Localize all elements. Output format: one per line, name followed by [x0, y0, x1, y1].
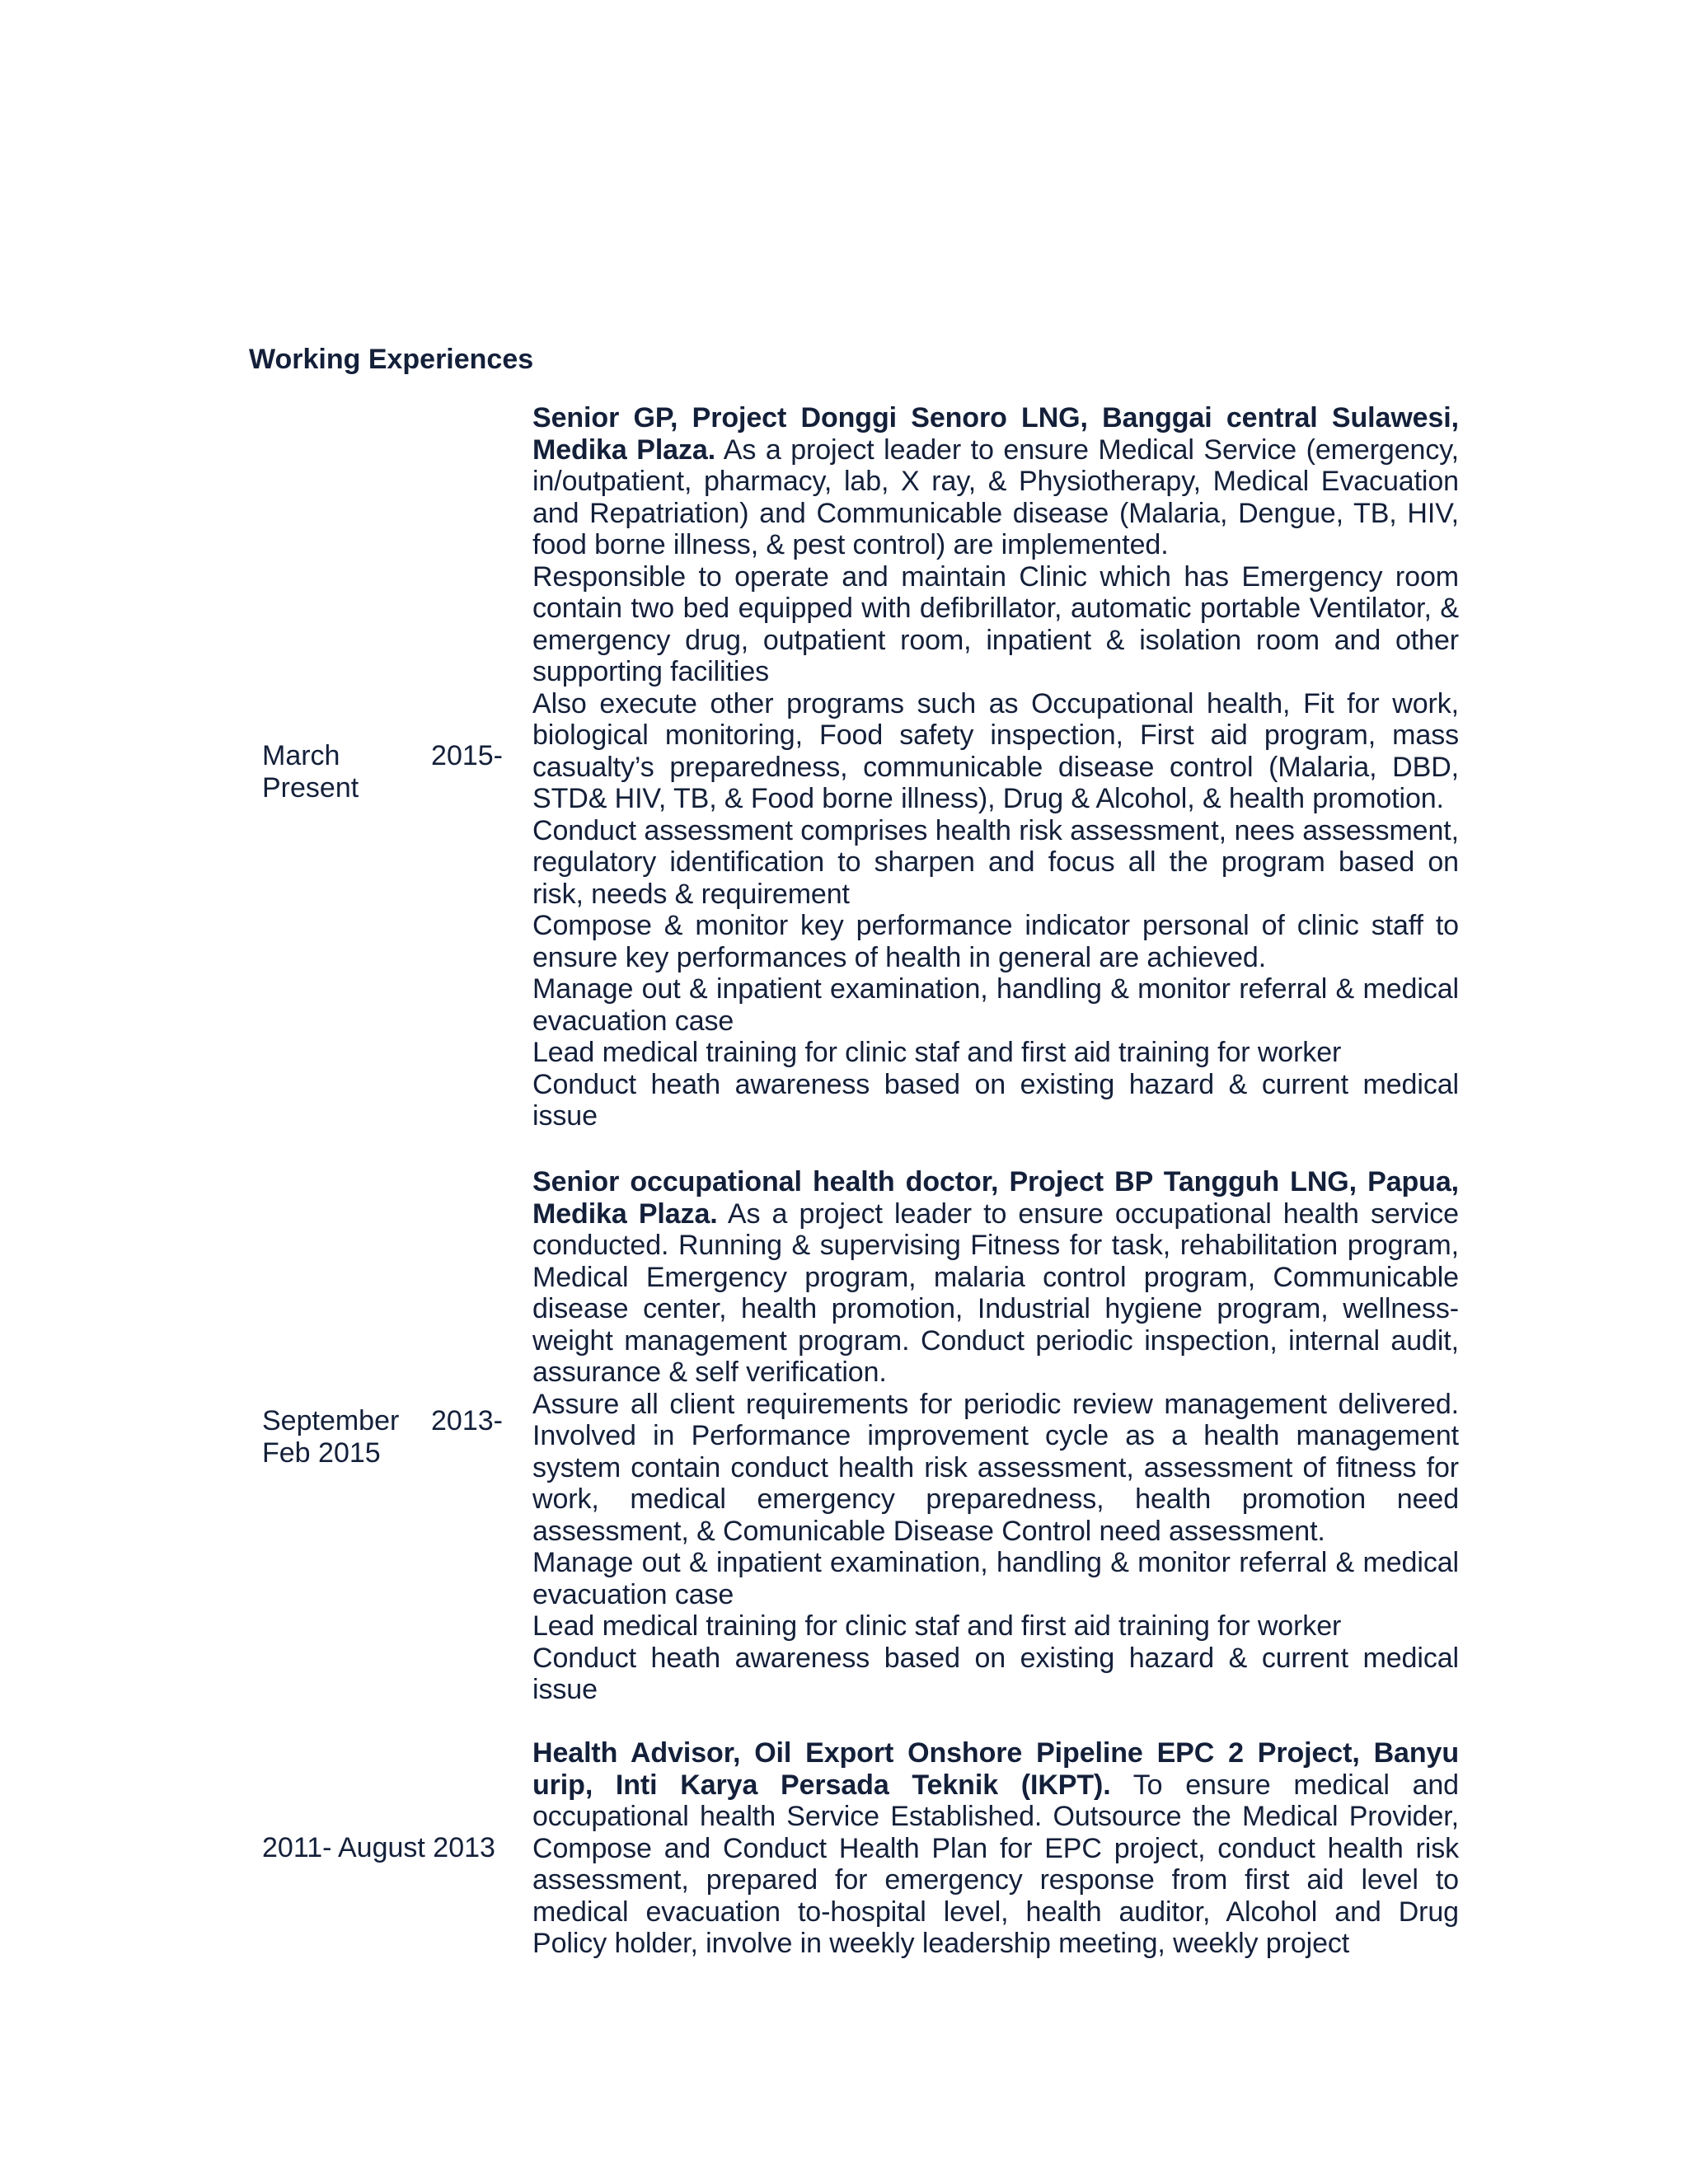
entry-title: Health Advisor, Oil Export Onshore Pipeline EPC 2 Project, Banyu urip, Inti Karya Persada Teknik (IKPT).: [532, 1737, 1459, 1801]
entry-intro-paragraph: [532, 402, 1459, 561]
entry-intro: As a project leader to ensure Medical Service (emergency, in/outpatient, pharmacy, lab, X ray, & Physiotherapy, Medical Evacuation and Repatriation) and Communicable disease (Malaria, Dengue, TB, HIV, food borne illness, & pest control) are implemented.: [532, 434, 1459, 560]
entry-paragraph: Conduct assessment comprises health risk assessment, nees assessment, regulatory identification to sharpen and focus all the program based on risk, needs & requirement: [532, 814, 1459, 910]
entry-intro: As a project leader to ensure occupational health service conducted. Running & supervising Fitness for task, rehabilitation program, Medical Emergency program, malaria control program, Communicable disease center, health promotion, Industrial hygiene program, wellness-weight management program. Conduct periodic inspection, internal audit, assurance & self verification.: [532, 1197, 1459, 1388]
entry-title: Senior occupational health doctor, Project BP Tangguh LNG, Papua, Medika Plaza.: [532, 1166, 1459, 1230]
entry-paragraph: Conduct heath awareness based on existing hazard & current medical issue: [532, 1068, 1459, 1132]
entry-description: [532, 1166, 1459, 1706]
section-title: Working Experiences: [249, 344, 534, 375]
entry-date: [262, 1405, 503, 1469]
entry-description: [532, 1737, 1459, 1960]
entry-paragraph: Responsible to operate and maintain Clinic which has Emergency room contain two bed equipped with defibrillator, automatic portable Ventilator, & emergency drug, outpatient room, inpatient & isolation room and other supporting facilities: [532, 560, 1459, 687]
entry-date: [262, 1832, 503, 1864]
entry-intro-paragraph: [532, 1166, 1459, 1389]
entry-paragraph: Manage out & inpatient examination, handling & monitor referral & medical evacuation case: [532, 973, 1459, 1037]
entry-intro-paragraph: [532, 1737, 1459, 1960]
entry-paragraph: Lead medical training for clinic staf and first aid training for worker: [532, 1037, 1342, 1068]
entry-title: Senior GP, Project Donggi Senoro LNG, Banggai central Sulawesi, Medika Plaza.: [532, 402, 1459, 466]
entry-date-line: 2011- August 2013: [262, 1832, 495, 1863]
entry-paragraph: Manage out & inpatient examination, handling & monitor referral & medical evacuation case: [532, 1547, 1459, 1610]
entry-paragraph: Lead medical training for clinic staf and first aid training for worker: [532, 1610, 1342, 1642]
entry-intro: To ensure medical and occupational health Service Established. Outsource the Medical Provider, Compose and Conduct Health Plan for EPC project, conduct health risk assessment, prepared for emergency response from first aid level to medical evacuation to-hospital level, health auditor, Alcohol and Drug Policy holder, involve in weekly leadership meeting, weekly project: [532, 1769, 1459, 1959]
entry-date-line: Feb 2015: [262, 1437, 381, 1469]
entry-paragraph: Assure all client requirements for periodic review management delivered. Involved in Performance improvement cycle as a health management system contain conduct health risk assessment, assessment of fitness for work, medical emergency preparedness, health promotion need assessment, & Comunicable Disease Control need assessment.: [532, 1388, 1459, 1547]
entry-paragraph: Compose & monitor key performance indicator personal of clinic staff to ensure key performances of health in general are achieved.: [532, 910, 1459, 973]
entry-date: [262, 740, 503, 804]
entry-paragraph: Conduct heath awareness based on existing hazard & current medical issue: [532, 1642, 1459, 1705]
entry-date-line: September 2013-: [262, 1405, 503, 1436]
entry-date-line: Present: [262, 772, 359, 804]
entry-paragraph: Also execute other programs such as Occupational health, Fit for work, biological monitoring, Food safety inspection, First aid program, mass casualty’s preparedness, communicable disease control (Malaria, DBD, STD& HIV, TB, & Food borne illness), Drug & Alcohol, & health promotion.: [532, 687, 1459, 814]
entry-description: [532, 402, 1459, 1132]
entry-date-line: March 2015-: [262, 740, 503, 771]
